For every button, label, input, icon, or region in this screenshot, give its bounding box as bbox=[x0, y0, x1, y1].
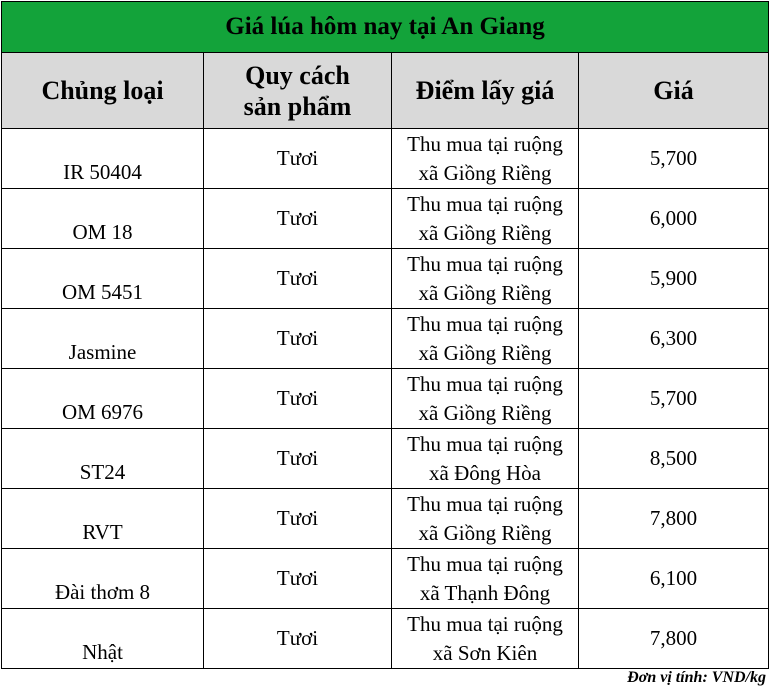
place-line-2: xã Giồng Riềng bbox=[418, 340, 552, 365]
table-row bbox=[2, 489, 769, 549]
cell-type: RVT bbox=[2, 489, 204, 549]
cell-type: Đài thơm 8 bbox=[2, 549, 204, 609]
place-line-1: Thu mua tại ruộng bbox=[407, 311, 563, 336]
header-place: Điểm lấy giá bbox=[392, 53, 579, 129]
cell-place bbox=[392, 369, 579, 429]
cell-type: IR 50404 bbox=[2, 129, 204, 189]
table-row bbox=[2, 369, 769, 429]
cell-place bbox=[392, 429, 579, 489]
header-row bbox=[2, 53, 769, 129]
table-body bbox=[2, 129, 769, 669]
place-line-1: Thu mua tại ruộng bbox=[407, 611, 563, 636]
header-price: Giá bbox=[579, 53, 769, 129]
cell-spec: Tươi bbox=[204, 309, 392, 369]
cell-place bbox=[392, 129, 579, 189]
cell-type: ST24 bbox=[2, 429, 204, 489]
cell-spec: Tươi bbox=[204, 249, 392, 309]
cell-type: OM 18 bbox=[2, 189, 204, 249]
cell-place bbox=[392, 309, 579, 369]
cell-price: 6,100 bbox=[579, 549, 769, 609]
cell-spec: Tươi bbox=[204, 429, 392, 489]
place-line-1: Thu mua tại ruộng bbox=[407, 491, 563, 516]
cell-spec: Tươi bbox=[204, 609, 392, 669]
cell-place bbox=[392, 249, 579, 309]
header-spec: Quy cách sản phẩm bbox=[204, 53, 392, 129]
cell-place bbox=[392, 609, 579, 669]
place-line-2: xã Giồng Riềng bbox=[418, 280, 552, 305]
cell-type: OM 5451 bbox=[2, 249, 204, 309]
cell-price: 5,700 bbox=[579, 369, 769, 429]
header-type: Chủng loại bbox=[2, 53, 204, 129]
table-row bbox=[2, 429, 769, 489]
cell-price: 5,900 bbox=[579, 249, 769, 309]
place-line-1: Thu mua tại ruộng bbox=[407, 251, 563, 276]
cell-place bbox=[392, 189, 579, 249]
cell-spec: Tươi bbox=[204, 369, 392, 429]
table-row bbox=[2, 549, 769, 609]
table-row bbox=[2, 129, 769, 189]
place-line-2: xã Giồng Riềng bbox=[418, 520, 552, 545]
table-row bbox=[2, 309, 769, 369]
place-line-2: xã Đông Hòa bbox=[429, 460, 541, 485]
cell-type: Nhật bbox=[2, 609, 204, 669]
place-line-1: Thu mua tại ruộng bbox=[407, 551, 563, 576]
place-line-2: xã Thạnh Đông bbox=[419, 580, 551, 605]
cell-price: 6,300 bbox=[579, 309, 769, 369]
place-line-1: Thu mua tại ruộng bbox=[407, 371, 563, 396]
cell-type: OM 6976 bbox=[2, 369, 204, 429]
cell-spec: Tươi bbox=[204, 549, 392, 609]
place-line-1: Thu mua tại ruộng bbox=[407, 131, 563, 156]
cell-price: 6,000 bbox=[579, 189, 769, 249]
cell-type: Jasmine bbox=[2, 309, 204, 369]
table-row bbox=[2, 609, 769, 669]
table-row bbox=[2, 189, 769, 249]
place-line-2: xã Sơn Kiên bbox=[432, 640, 538, 665]
rice-price-table bbox=[1, 1, 769, 669]
place-line-2: xã Giồng Riềng bbox=[418, 400, 552, 425]
title-row bbox=[2, 2, 769, 53]
unit-note: Đơn vị tính: VND/kg bbox=[627, 669, 766, 686]
place-line-1: Thu mua tại ruộng bbox=[407, 431, 563, 456]
cell-spec: Tươi bbox=[204, 129, 392, 189]
cell-place bbox=[392, 549, 579, 609]
cell-price: 7,800 bbox=[579, 609, 769, 669]
cell-spec: Tươi bbox=[204, 189, 392, 249]
cell-price: 8,500 bbox=[579, 429, 769, 489]
cell-price: 7,800 bbox=[579, 489, 769, 549]
place-line-2: xã Giồng Riềng bbox=[418, 160, 552, 185]
cell-place bbox=[392, 489, 579, 549]
cell-spec: Tươi bbox=[204, 489, 392, 549]
place-line-1: Thu mua tại ruộng bbox=[407, 191, 563, 216]
cell-price: 5,700 bbox=[579, 129, 769, 189]
place-line-2: xã Giồng Riềng bbox=[418, 220, 552, 245]
table-row bbox=[2, 249, 769, 309]
table-title: Giá lúa hôm nay tại An Giang bbox=[2, 2, 769, 53]
